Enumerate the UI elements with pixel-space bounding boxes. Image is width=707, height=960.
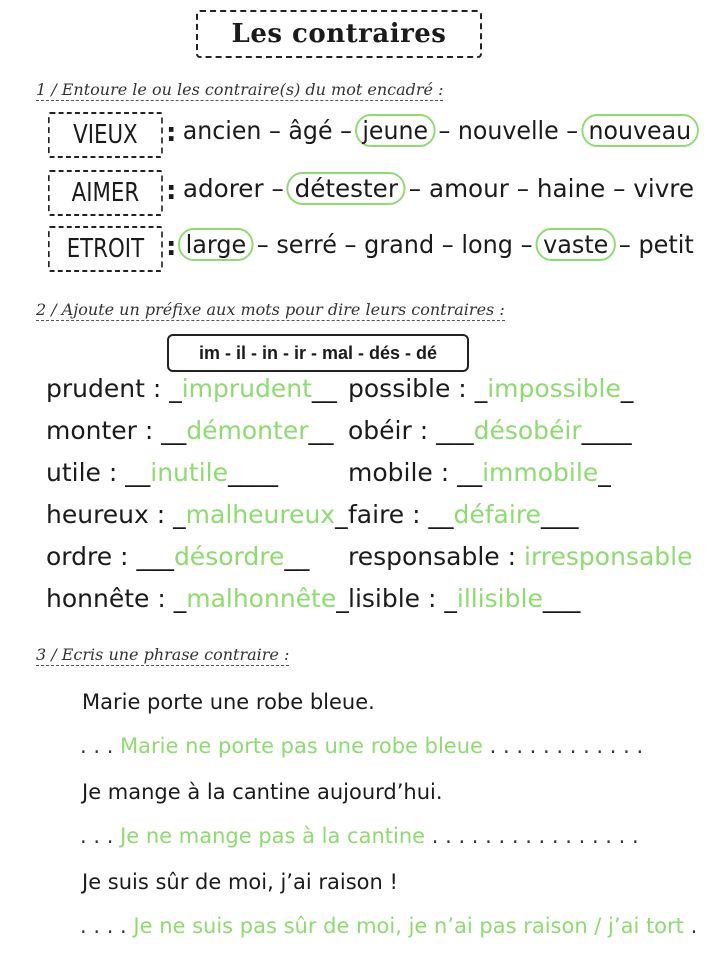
written-answer: imprudent bbox=[181, 374, 312, 403]
option-dash: – bbox=[618, 230, 631, 259]
sentence: Je mange à la cantine aujourd’hui. bbox=[82, 780, 443, 804]
boxed-word: ETROIT bbox=[48, 226, 163, 272]
blank: __ bbox=[308, 416, 334, 445]
option-dash: – bbox=[566, 116, 579, 145]
box-separator: : bbox=[166, 232, 177, 262]
blank: _ bbox=[336, 584, 349, 613]
blank: __ bbox=[311, 374, 337, 403]
prefix-exercise-line bbox=[46, 500, 348, 529]
option: vivre bbox=[633, 174, 695, 203]
written-answer: démonter bbox=[186, 416, 309, 445]
answer-line bbox=[80, 914, 697, 938]
boxed-word: AIMER bbox=[48, 170, 163, 216]
option-dash: – bbox=[271, 174, 284, 203]
prefix-exercise-line bbox=[348, 374, 633, 403]
option-dash: – bbox=[613, 174, 626, 203]
written-answer: inutile bbox=[150, 458, 228, 487]
written-answer: malheureux bbox=[185, 500, 336, 529]
option: haine bbox=[536, 174, 606, 203]
blank: _ bbox=[173, 584, 187, 613]
blank: __ bbox=[284, 542, 310, 571]
option: long bbox=[461, 230, 513, 259]
blank: ___ bbox=[542, 584, 581, 613]
page-title: Les contraires bbox=[231, 19, 447, 49]
exercise-word: mobile : bbox=[348, 458, 458, 487]
option: nouvelle bbox=[457, 116, 559, 145]
prefix-exercise-line bbox=[348, 500, 578, 529]
blank: _ bbox=[474, 374, 488, 403]
exercise-word: heureux : bbox=[46, 500, 174, 529]
prefix-box: im - il - in - ir - mal - dés - dé bbox=[167, 334, 469, 372]
sentence: Je suis sûr de moi, j’ai raison ! bbox=[82, 870, 398, 894]
written-answer: immobile bbox=[482, 458, 599, 487]
option: petit bbox=[638, 230, 694, 259]
option: âgé bbox=[288, 116, 333, 145]
option-dash: – bbox=[344, 230, 357, 259]
blank: _ bbox=[620, 374, 634, 403]
option-dash: – bbox=[520, 230, 533, 259]
written-answer: malhonnête bbox=[186, 584, 337, 613]
section1-instruction: 1 / Entoure le ou les contraire(s) du mot encadré : bbox=[36, 80, 444, 99]
answer-line bbox=[80, 824, 639, 848]
option-dash: – bbox=[438, 116, 451, 145]
dotted-trail: . bbox=[683, 914, 698, 938]
blank: _ bbox=[169, 374, 182, 403]
section3-instruction: 3 / Ecris une phrase contraire : bbox=[36, 645, 290, 664]
written-answer: désordre bbox=[173, 542, 285, 571]
written-answer: illisible bbox=[456, 584, 543, 613]
exercise-word: responsable : bbox=[348, 542, 525, 571]
exercise-word: faire : bbox=[348, 500, 429, 529]
option: serré bbox=[276, 230, 337, 259]
exercise-word: monter : bbox=[46, 416, 162, 445]
blank: ___ bbox=[436, 416, 474, 445]
exercise-word: honnête : bbox=[46, 584, 174, 613]
exercise-word: utile : bbox=[46, 458, 126, 487]
blank: _ bbox=[598, 458, 611, 487]
prefix-exercise-line bbox=[46, 374, 337, 403]
prefix-exercise-line bbox=[46, 584, 349, 613]
prefix-exercise-line bbox=[348, 584, 580, 613]
written-answer: Marie ne porte pas une robe bleue bbox=[120, 734, 483, 758]
dotted-trail: . . . . . . . . . . . . bbox=[482, 734, 644, 758]
blank: ____ bbox=[227, 458, 278, 487]
blank: _ bbox=[444, 584, 457, 613]
option: grand bbox=[364, 230, 435, 259]
option-dash: – bbox=[340, 116, 352, 145]
exercise-word: ordre : bbox=[46, 542, 137, 571]
blank: __ bbox=[457, 458, 483, 487]
blank: ___ bbox=[136, 542, 174, 571]
written-answer: impossible bbox=[487, 374, 621, 403]
option-list bbox=[178, 228, 699, 261]
option-dash: – bbox=[256, 230, 269, 259]
written-answer: défaire bbox=[453, 500, 541, 529]
dotted-lead: . . . bbox=[80, 734, 121, 758]
circled-option: détester bbox=[287, 172, 406, 205]
blank: _ bbox=[173, 500, 186, 529]
sentence: Marie porte une robe bleue. bbox=[82, 690, 375, 714]
option-dash: – bbox=[441, 230, 454, 259]
option-dash: – bbox=[269, 116, 281, 145]
prefix-exercise-line bbox=[46, 542, 309, 571]
dotted-lead: . . . . bbox=[80, 914, 134, 938]
prefix-exercise-line bbox=[46, 416, 334, 445]
blank: __ bbox=[125, 458, 151, 487]
blank: __ bbox=[161, 416, 187, 445]
written-answer: irresponsable bbox=[524, 542, 693, 571]
written-answer: Je ne mange pas à la cantine bbox=[120, 824, 426, 848]
written-answer: Je ne suis pas sûr de moi, je n’ai pas raison / j’ai tort bbox=[133, 914, 684, 938]
title-box bbox=[196, 10, 482, 58]
option: adorer bbox=[182, 174, 264, 203]
dotted-lead: . . . bbox=[80, 824, 121, 848]
exercise-word: possible : bbox=[348, 374, 475, 403]
option-list bbox=[178, 172, 699, 205]
prefix-exercise-line bbox=[46, 458, 278, 487]
blank: _ bbox=[335, 500, 348, 529]
option-dash: – bbox=[516, 174, 530, 203]
option: amour bbox=[428, 174, 509, 203]
answer-line bbox=[80, 734, 643, 758]
exercise-word: lisible : bbox=[348, 584, 445, 613]
option: ancien bbox=[182, 116, 262, 145]
box-separator: : bbox=[166, 176, 177, 206]
exercise-word: obéir : bbox=[348, 416, 437, 445]
circled-option: nouveau bbox=[581, 114, 699, 147]
circled-option: large bbox=[178, 228, 254, 261]
prefix-exercise-line bbox=[348, 542, 693, 571]
blank: ___ bbox=[540, 500, 579, 529]
dotted-trail: . . . . . . . . . . . . . . . . bbox=[425, 824, 639, 848]
written-answer: désobéir bbox=[473, 416, 582, 445]
section2-instruction: 2 / Ajoute un préfixe aux mots pour dire leurs contraires : bbox=[36, 300, 505, 319]
boxed-word: VIEUX bbox=[48, 112, 163, 158]
prefix-exercise-line bbox=[348, 458, 611, 487]
box-separator: : bbox=[166, 118, 177, 148]
option-list bbox=[178, 114, 699, 147]
blank: ____ bbox=[581, 416, 632, 445]
prefix-exercise-line bbox=[348, 416, 632, 445]
circled-option: vaste bbox=[535, 228, 616, 261]
blank: __ bbox=[428, 500, 454, 529]
exercise-word: prudent : bbox=[46, 374, 170, 403]
circled-option: jeune bbox=[355, 114, 436, 147]
option-dash: – bbox=[408, 174, 422, 203]
